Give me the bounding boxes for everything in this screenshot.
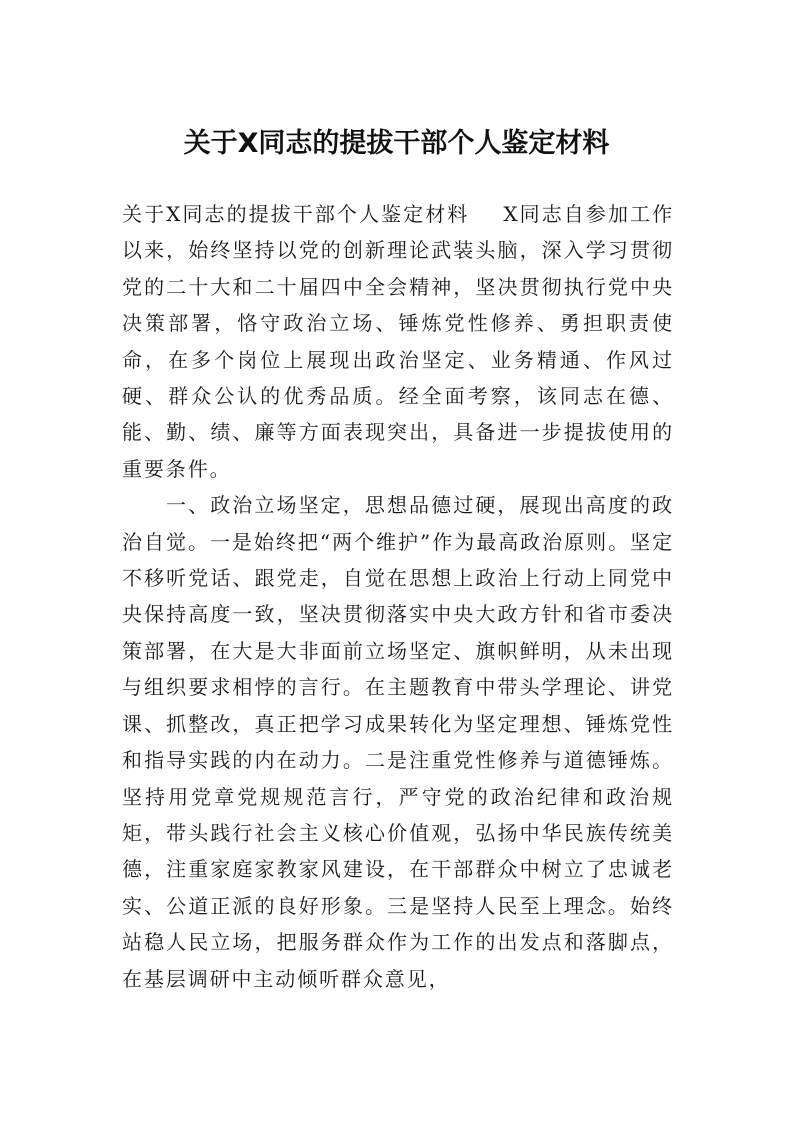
intro-rest-text: X同志自参加工作以来，始终坚持以党的创新理论武装头脑，深入学习贯彻党的二十大和二十届四中全会精神，坚决贯彻执行党中央决策部署，恪守政治立场、锤炼党性修养、勇担职责使命，在多个岗位上展现出政治坚定、业务精通、作风过硬、群众公认的优秀品质。经全面考察，该同志在德、能、勤、绩、廉等方面表现突出，具备进一步提拔使用的重要条件。 [122,202,674,481]
document-body [122,196,674,997]
section-one-paragraph: 一、政治立场坚定，思想品德过硬，展现出高度的政治自觉。一是始终把“两个维护”作为最高政治原则。坚定不移听党话、跟党走，自觉在思想上政治上行动上同党中央保持高度一致，坚决贯彻落实中央大政方针和省市委决策部署，在大是大非面前立场坚定、旗帜鲜明，从未出现与组织要求相悖的言行。在主题教育中带头学理论、讲党课、抓整改，真正把学习成果转化为坚定理想、锤炼党性和指导实践的内在动力。二是注重党性修养与道德锤炼。坚持用党章党规规范言行，严守党的政治纪律和政治规矩，带头践行社会主义核心价值观，弘扬中华民族传统美德，注重家庭家教家风建设，在干部群众中树立了忠诚老实、公道正派的良好形象。三是坚持人民至上理念。始终站稳人民立场，把服务群众作为工作的出发点和落脚点，在基层调研中主动倾听群众意见， [122,493,674,991]
intro-lead-text: 关于X同志的提拔干部个人鉴定材料 [122,202,470,226]
document-title: 关于X同志的提拔干部个人鉴定材料 [183,128,610,159]
intro-paragraph [122,196,674,487]
